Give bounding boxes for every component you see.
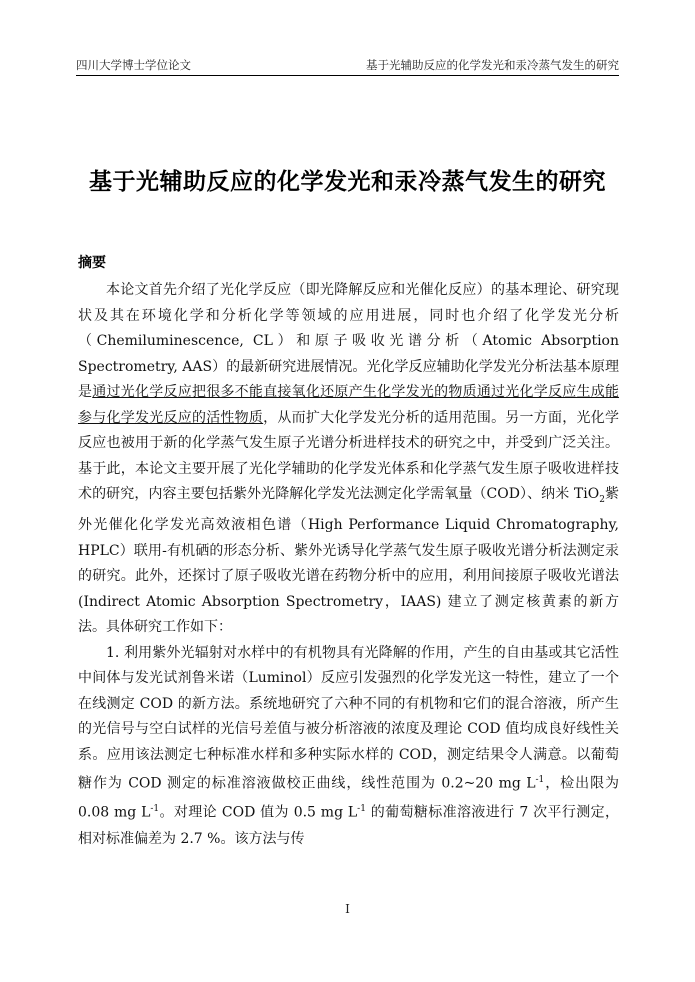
page-number: I: [345, 902, 350, 916]
paragraph-intro-text-1: 本论文首先介绍了光化学反应（即光降解反应和光催化反应）的基本理论、研究现状及其在环境化学和分析化学等领域的应用进展，同时也介绍了化学发光分析（Chemiluminescence, CL）和原子吸收光谱分析（Atomic Absorption Spectrometry, AAS）的最新研究进展情况。光化学反应辅助化学发光分析法基本原理是: [78, 282, 619, 400]
paragraph-intro: [78, 278, 619, 641]
paragraph-item-1-text-4: 的葡萄糖标准溶液进行 7 次平行测定，相对标准偏差为 2.7 %。该方法与传: [78, 805, 619, 847]
superscript-1: -1: [535, 775, 545, 786]
page-title: 基于光辅助反应的化学发光和汞冷蒸气发生的研究: [89, 169, 606, 195]
underlined-principle: 通过光化学反应把很多不能直接氧化还原产生化学发光的物质通过光化学反应生成能参与化学发光反应的活性物质: [78, 384, 620, 426]
paragraph-item-1: [78, 641, 619, 852]
paragraph-item-1-text-3: 。对理论 COD 值为 0.5 mg L: [159, 805, 358, 822]
paragraph-intro-text-3: 紫外光催化化学发光高效液相色谱（High Performance Liquid Chromatography, HPLC）联用-有机硒的形态分析、紫外光诱导化学蒸气发生原子吸收光谱分析法测定汞的研究。此外，还探讨了原子吸收光谱在药物分析中的应用，利用间接原子吸收光谱法(Indirect Atomic Absorption Spectrometry，IAAS) 建立了测定核黄素的新方法。具体研究工作如下：: [78, 486, 620, 636]
header-left: 四川大学博士学位论文: [76, 58, 191, 72]
header-right: 基于光辅助反应的化学发光和汞冷蒸气发生的研究: [366, 58, 619, 72]
paragraph-item-1-text-2: ，检出限为 0.08 mg L: [78, 775, 620, 822]
running-header: [76, 55, 619, 76]
abstract-heading: 摘要: [78, 255, 106, 271]
paragraph-intro-text-2: ，从而扩大化学发光分析的适用范围。另一方面，光化学反应也被用于新的化学蒸气发生原子光谱分析进样技术的研究之中，并受到广泛关注。基于此，本论文主要开展了光化学辅助的化学发光体系和化学蒸气发生原子吸收进样技术的研究，内容主要包括紫外光降解化学发光法测定化学需氧量（COD）、纳米 TiO: [78, 409, 620, 502]
subscript-2: 2: [599, 494, 605, 505]
abstract-body: [78, 278, 619, 852]
superscript-3: -1: [357, 804, 366, 815]
paragraph-item-1-text-1: 1. 利用紫外光辐射对水样中的有机物具有光降解的作用，产生的自由基或其它活性中间体与发光试剂鲁米诺（Luminol）反应引发强烈的化学发光这一特性，建立了一个在线测定 COD 的新方法。系统地研究了六种不同的有机物和它们的混合溶液，所产生的光信号与空白试样的光信号差值与被分析溶液的浓度及理论 COD 值均成良好线性关系。应用该法测定七种标准水样和多种实际水样的 COD，测定结果令人满意。以葡萄糖作为 COD 测定的标准溶液做校正曲线，线性范围为 0.2~20 mg L: [78, 644, 619, 792]
superscript-2: -1: [150, 804, 160, 815]
